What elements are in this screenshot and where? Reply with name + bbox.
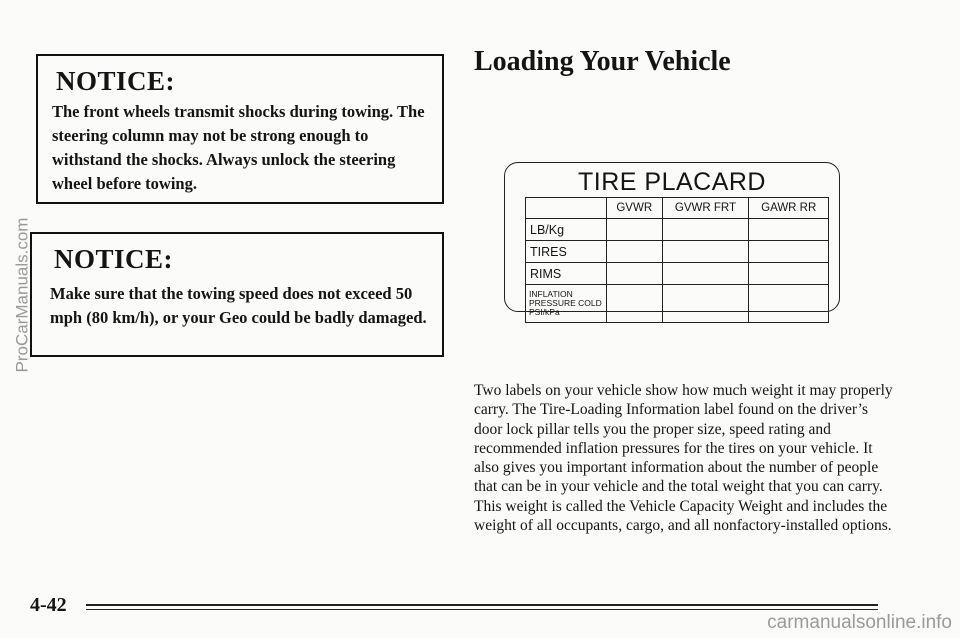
placard-table (525, 197, 829, 323)
tire-placard-illustration (504, 162, 840, 317)
placard-corner-cell (526, 198, 607, 219)
side-watermark (2, 130, 42, 460)
placard-cell (749, 241, 829, 263)
placard-cell (662, 263, 749, 285)
placard-cell (662, 241, 749, 263)
placard-column-header: GVWR (607, 198, 663, 219)
placard-cell (607, 219, 663, 241)
placard-cell (749, 263, 829, 285)
placard-cell (662, 285, 749, 323)
placard-column-header: GVWR FRT (662, 198, 749, 219)
side-watermark-text: ProCarManuals.com (12, 217, 32, 373)
placard-cell (749, 219, 829, 241)
placard-header-row (526, 198, 829, 219)
placard-column-header: GAWR RR (749, 198, 829, 219)
section-paragraph: Two labels on your vehicle show how much weight it may properly carry. The Tire-Loading Information label found on the driver’s door lock pillar tells you the proper size, speed rating and recommended inflation pressures for the tires on your vehicle. It also gives you important information about the number of people that can be in your vehicle and the total weight that you can carry. This weight is called the Vehicle Capacity Weight and includes the weight of all occupants, cargo, and all nonfactory-installed options. (474, 382, 893, 535)
notice-title: NOTICE: (56, 66, 176, 96)
notice-title: NOTICE: (54, 244, 174, 274)
placard-cell (607, 285, 663, 323)
placard-row-label: LB/Kg (526, 219, 607, 241)
placard-row (526, 219, 829, 241)
placard-cell (607, 241, 663, 263)
placard-cell (749, 285, 829, 323)
placard-title: TIRE PLACARD (578, 168, 766, 196)
placard-cell (607, 263, 663, 285)
notice-body: Make sure that the towing speed does not exceed 50 mph (80 km/h), or your Geo could be badly damaged. (50, 284, 427, 327)
placard-cell (662, 219, 749, 241)
page-number: 4-42 (30, 594, 67, 616)
footer-rule (86, 604, 878, 606)
placard-row (526, 263, 829, 285)
placard-row (526, 241, 829, 263)
notice-box-towing-steering (36, 54, 444, 204)
bottom-watermark: carmanualsonline.info (767, 612, 952, 633)
notice-box-towing-speed (30, 232, 444, 357)
placard-row-label: INFLATION PRESSURE COLD PSI/kPa (526, 285, 607, 323)
placard-row-label: TIRES (526, 241, 607, 263)
section-heading: Loading Your Vehicle (474, 46, 731, 77)
placard-row (526, 285, 829, 323)
footer-rule-thin (86, 609, 878, 610)
notice-body: The front wheels transmit shocks during towing. The steering column may not be strong enough to withstand the shocks. Always unlock the steering wheel before towing. (52, 102, 425, 193)
placard-row-label: RIMS (526, 263, 607, 285)
